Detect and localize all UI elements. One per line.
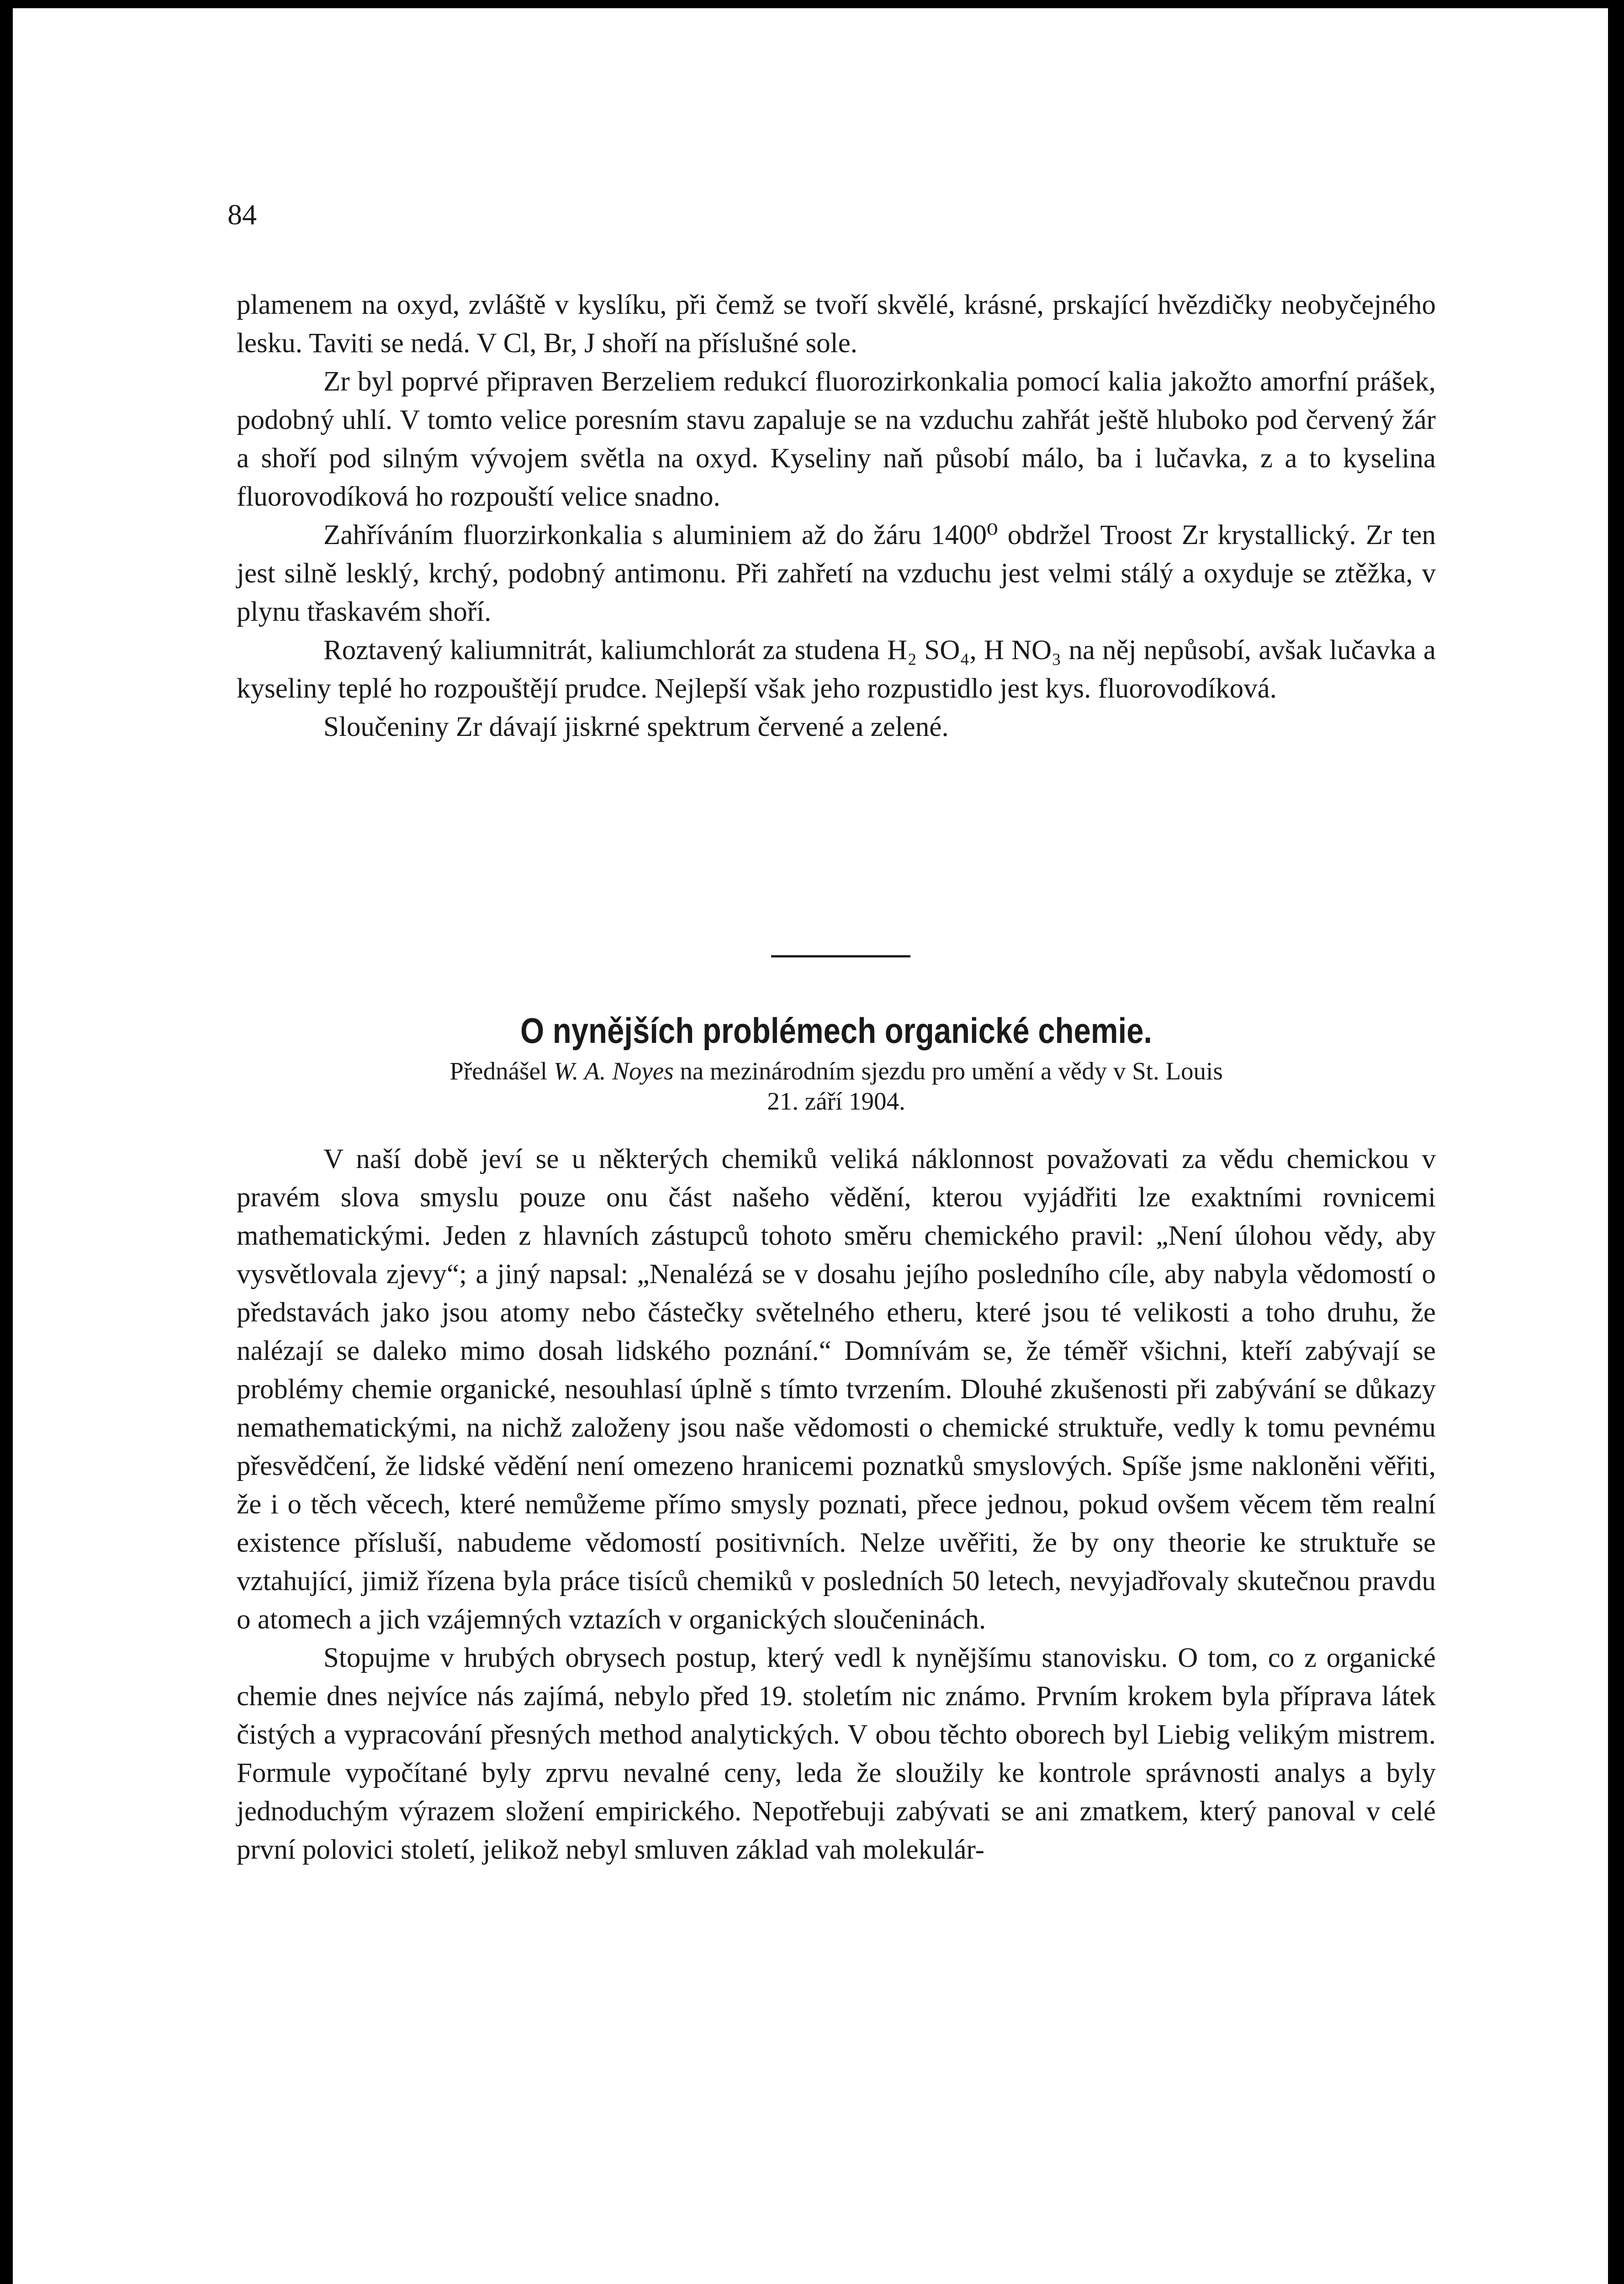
- continuation-section: [237, 286, 1436, 746]
- page-number: 84: [227, 198, 257, 231]
- paragraph: plamenem na oxyd, zvláště v kyslíku, při čemž se tvoří skvělé, krásné, prskající hvězdičky neobyčejného lesku. Taviti se nedá. V Cl, Br, J shoří na příslušné sole.: [237, 290, 1436, 359]
- paragraph: Zr byl poprvé připraven Berzeliem redukcí fluorozirkonkalia pomocí kalia jakožto amorfní prášek, podobný uhlí. V tomto velice poresním stavu zapaluje se na vzduchu zahřát ještě hluboko pod červený žár a shoří pod silným vývojem světla na oxyd. Kyseliny naň působí málo, ba i lučavka, z a to kyselina fluorovodíková ho rozpouští velice snadno.: [237, 366, 1436, 512]
- byline-venue: na mezinárodním sjezdu pro umění a vědy v St. Louis: [680, 1057, 1223, 1085]
- article-title: O nynějších problémech organické chemie.: [520, 1010, 1153, 1051]
- paragraph: Stopujme v hrubých obrysech postup, který vedl k nynějšímu stanovisku. O tom, co z organické chemie dnes nejvíce nás zajímá, nebylo před 19. stoletím nic známo. Prvním krokem byla příprava látek čistých a vypracování přesných method analytických. V obou těchto oborech byl Liebig velikým mistrem. Formule vypočítané byly zprvu nevalné ceny, leda že sloužily ke kontrole správnosti analys a byly jednoduchým výrazem složení empirického. Nepotřebuji zabývati se ani zmatkem, který panoval v celé první polovici století, jelikož nebyl smluven základ vah molekulár-: [237, 1643, 1436, 1865]
- paragraph: Sloučeniny Zr dávají jiskrné spektrum červené a zelené.: [323, 712, 949, 742]
- paragraph: V naší době jeví se u některých chemiků veliká náklonnost považovati za vědu chemickou v pravém slova smyslu pouze onu část našeho vědění, kterou vyjádřiti lze exaktními rovnicemi mathematickými. Jeden z hlavních zástupců tohoto směru chemického pravil: „Není úlohou vědy, aby vysvětlovala zjevy“; a jiný napsal: „Nenalézá se v dosahu jejího posledního cíle, aby nabyla vědomostí o představách jako jsou atomy nebo částečky světelného etheru, které jsou té velikosti a toho druhu, že nalézají se daleko mimo dosah lidského poznání.“ Domnívám se, že téměř všichni, kteří zabývají se problémy chemie organické, nesouhlasí úplně s tímto tvrzením. Dlouhé zkušenosti při zabývání se důkazy nemathematickými, na nichž založeny jsou naše vědomosti o chemické struktuře, vedly k tomu pevnému přesvědčení, že lidské vědění není omezeno hranicemi poznatků smyslových. Spíše jsme nakloněni věřiti, že i o těch věcech, které nemůžeme přímo smysly poznati, přece jednou, pokud ovšem věcem těm realní existence přísluší, nabudeme vědomostí positivních. Nelze uvěřiti, že by ony theorie ke struktuře se vztahující, jimiž řízena byla práce tisíců chemiků v posledních 50 letech, nevyjadřovaly skutečnou pravdu o atomech a jich vzájemných vztazích v organických sloučeninách.: [237, 1144, 1436, 1635]
- paragraph: Zahříváním fluorzirkonkalia s aluminiem až do žáru 1400⁰ obdržel Troost Zr krystallický. Zr ten jest silně lesklý, krchý, podobný antimonu. Při zahřetí na vzduchu jest velmi stálý a oxyduje se ztěžka, v plynu třaskavém shoří.: [237, 520, 1436, 627]
- article-section: [237, 1009, 1436, 1869]
- byline: [237, 1056, 1436, 1116]
- article-body: [237, 1140, 1436, 1869]
- section-divider: [771, 955, 910, 957]
- author-name: W. A. Noyes: [553, 1057, 674, 1085]
- paragraph: Roztavený kaliumnitrát, kaliumchlorát za studena H₂ SO₄, H NO₃ na něj nepůsobí, avšak lučavka a kyseliny teplé ho rozpouštějí prudce. Nejlepší však jeho rozpustidlo jest kys. fluorovodíková.: [237, 635, 1436, 704]
- continuation-text: [237, 286, 1436, 746]
- byline-prefix: Přednášel: [450, 1057, 548, 1085]
- byline-date: 21. září 1904.: [767, 1087, 905, 1115]
- document-page: [13, 8, 1608, 2284]
